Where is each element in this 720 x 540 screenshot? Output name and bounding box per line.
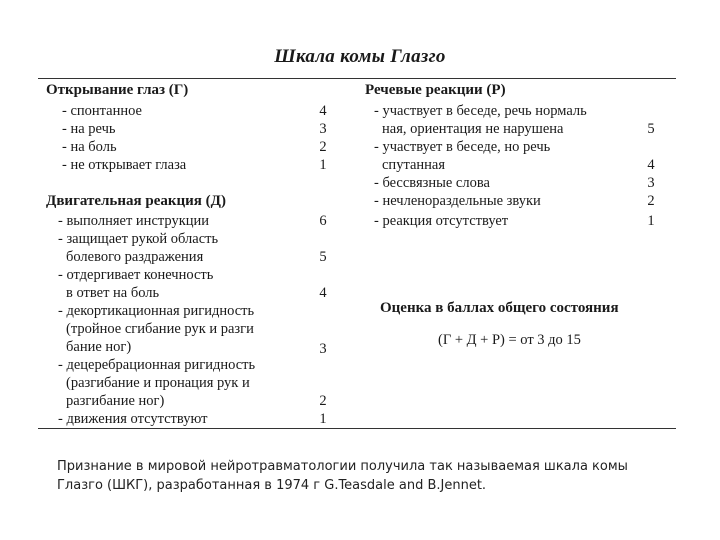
summary-formula: (Г + Д + Р) = от 3 до 15 bbox=[438, 332, 581, 348]
eyes-item-score: 3 bbox=[319, 121, 327, 137]
eyes-item-score: 4 bbox=[319, 103, 327, 119]
motor-item-line: (тройное сгибание рук и разги bbox=[66, 321, 254, 337]
eyes-item-label: - на боль bbox=[62, 139, 117, 155]
verbal-item-line: - бессвязные слова bbox=[374, 175, 490, 191]
motor-item-score: 6 bbox=[319, 213, 327, 229]
verbal-header: Речевые реакции (Р) bbox=[365, 82, 506, 98]
motor-item-score: 5 bbox=[319, 249, 327, 265]
motor-item-line: - движения отсутствуют bbox=[58, 411, 208, 427]
motor-item-line: бание ног) bbox=[66, 339, 132, 355]
page-title: Шкала комы Глазго bbox=[274, 46, 446, 67]
verbal-item-score: 1 bbox=[647, 213, 655, 229]
caption-text: Признание в мировой нейротравматологии получила так называемая шкала комы Глазго (ШКГ), разработанная в 1974 г G.Teasdale and B.Jennet. bbox=[57, 459, 628, 493]
motor-item-line: в ответ на боль bbox=[66, 285, 160, 301]
motor-item-line: - декортикационная ригидность bbox=[58, 303, 255, 319]
verbal-item-score: 2 bbox=[647, 193, 655, 209]
motor-item-line: (разгибание и пронация рук и bbox=[66, 375, 250, 391]
motor-item-score: 2 bbox=[319, 393, 327, 409]
verbal-item-line: - нечленораздельные звуки bbox=[374, 193, 541, 209]
verbal-item-score: 3 bbox=[647, 175, 655, 191]
eyes-item-label: - на речь bbox=[62, 121, 116, 137]
motor-header: Двигательная реакция (Д) bbox=[46, 193, 226, 209]
motor-item-score: 3 bbox=[319, 341, 327, 357]
eyes-item-score: 2 bbox=[319, 139, 327, 155]
verbal-item-line: спутанная bbox=[382, 157, 446, 173]
motor-item-line: - децеребрационная ригидность bbox=[58, 357, 256, 373]
motor-item-line: - отдергивает конечность bbox=[58, 267, 214, 283]
eyes-item-label: - не открывает глаза bbox=[62, 157, 187, 173]
motor-item-score: 1 bbox=[319, 411, 327, 427]
verbal-item-line: - участвует в беседе, но речь bbox=[374, 139, 551, 155]
verbal-item-score: 4 bbox=[647, 157, 655, 173]
verbal-item-score: 5 bbox=[647, 121, 655, 137]
summary-title: Оценка в баллах общего состояния bbox=[380, 300, 619, 316]
eyes-item-score: 1 bbox=[319, 157, 327, 173]
motor-item-line: - выполняет инструкции bbox=[58, 213, 210, 229]
motor-item-score: 4 bbox=[319, 285, 327, 301]
motor-item-line: - защищает рукой область bbox=[58, 231, 219, 247]
verbal-item-line: - участвует в беседе, речь нормаль bbox=[374, 103, 587, 119]
table-bottom-rule bbox=[38, 428, 676, 429]
verbal-item-line: ная, ориентация не нарушена bbox=[382, 121, 564, 137]
motor-item-line: разгибание ног) bbox=[66, 393, 165, 409]
eyes-header: Открывание глаз (Г) bbox=[46, 82, 189, 98]
table-top-rule bbox=[38, 78, 676, 79]
motor-item-line: болевого раздражения bbox=[66, 249, 204, 265]
verbal-item-line: - реакция отсутствует bbox=[374, 213, 509, 229]
eyes-item-label: - спонтанное bbox=[62, 103, 142, 119]
